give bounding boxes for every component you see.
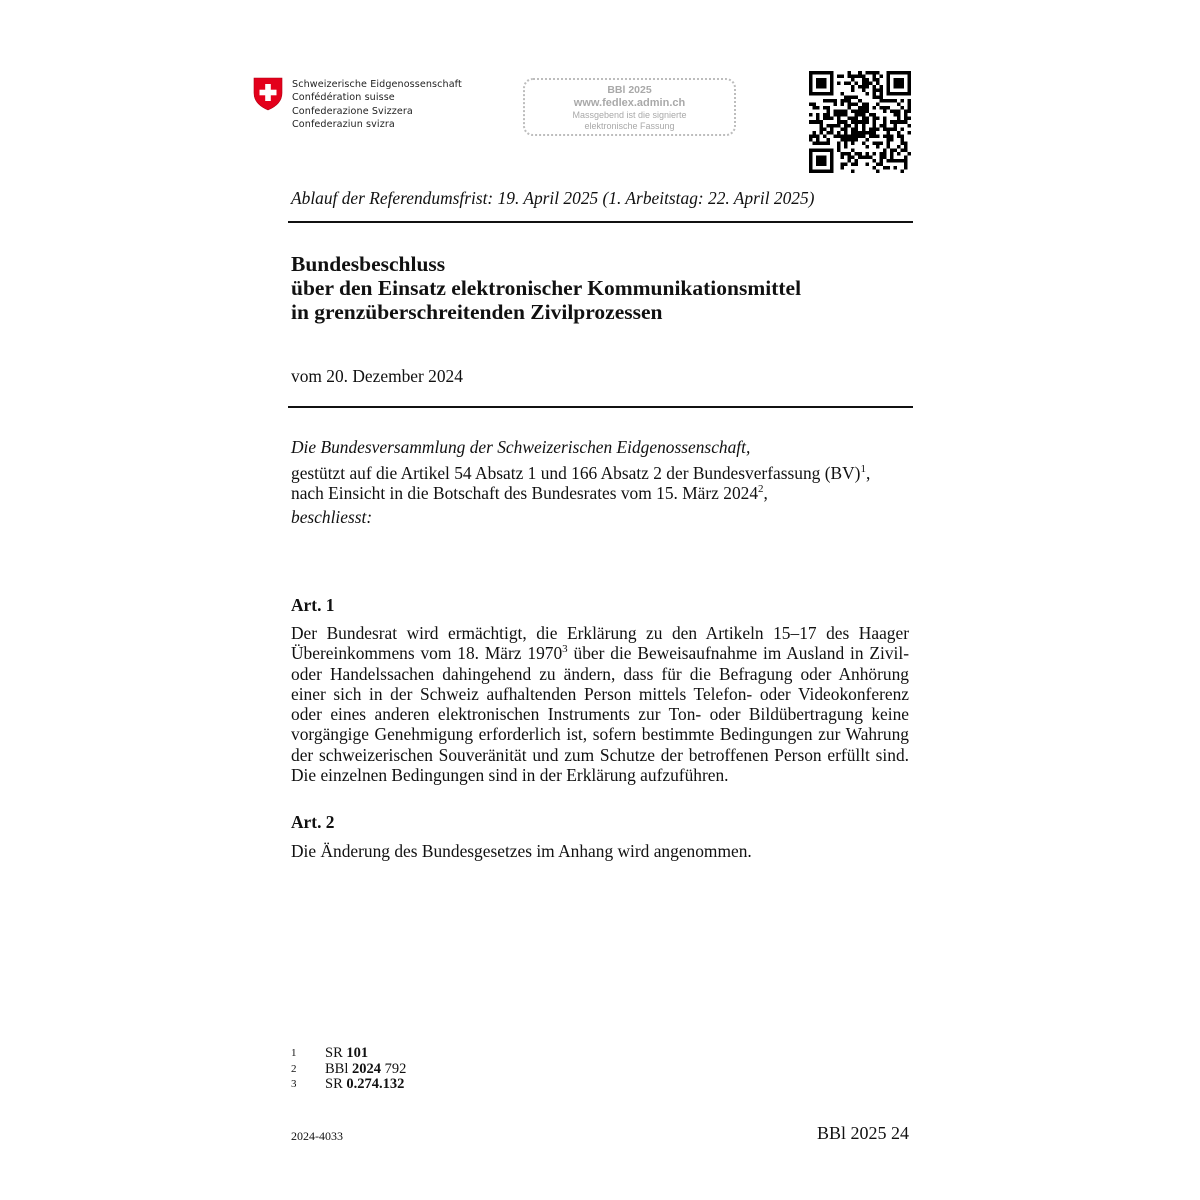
title-divider: [288, 406, 913, 408]
confederation-name-fr: Confédération suisse: [292, 92, 395, 104]
preamble-message-end: ,: [763, 483, 768, 503]
preamble-message-text: nach Einsicht in die Botschaft des Bundesrates vom 15. März 2024: [291, 483, 759, 503]
footnote-1: [291, 1046, 406, 1062]
confederation-name-it: Confederazione Svizzera: [292, 105, 413, 117]
footnote-2: [291, 1062, 406, 1078]
footnote-number: 1: [291, 1047, 297, 1059]
bbl-reference: BBl 2025 24: [816, 1123, 909, 1143]
article-2-text: Die Änderung des Bundesgesetzes im Anhang wird angenommen.: [291, 841, 752, 861]
swiss-coat-of-arms-icon: [253, 77, 283, 111]
preamble-intro: Die Bundesversammlung der Schweizerischen Eidgenossenschaft,: [291, 437, 751, 457]
footnote-3: [291, 1077, 406, 1093]
referendum-deadline: Ablauf der Referendumsfrist: 19. April 2025 (1. Arbeitstag: 22. April 2025): [291, 188, 815, 208]
article-1-text-a: Der Bundesrat wird ermächtigt, die Erklärung zu den Artikeln 15–17 des Haager Übereinkommens vom 18. März 1970: [291, 623, 909, 664]
title-line-1: Bundesbeschluss: [291, 252, 446, 276]
footnote-bold: 2024: [352, 1060, 381, 1077]
qr-code-icon: [809, 71, 911, 173]
footnote-ref-1: 1: [860, 463, 866, 476]
footnote-prefix: SR: [325, 1045, 347, 1061]
footnote-ref-3: 3: [562, 643, 568, 656]
stamp-note-2: elektronische Fassung: [584, 121, 675, 131]
footnote-number: 3: [291, 1078, 297, 1090]
fedlex-stamp: [523, 78, 736, 136]
stamp-bbl: BBl 2025: [607, 84, 652, 96]
confederation-names: [292, 78, 462, 131]
footnote-text: [325, 1062, 406, 1078]
article-1-text: [291, 623, 909, 785]
footnote-prefix: BBl: [325, 1060, 352, 1077]
decree-date: vom 20. Dezember 2024: [291, 366, 463, 386]
title-line-2: über den Einsatz elektronischer Kommunikationsmittel: [291, 276, 802, 300]
document-title: [291, 252, 801, 324]
header-divider: [288, 221, 913, 223]
stamp-url: www.fedlex.admin.ch: [573, 97, 686, 109]
footnote-suffix: 792: [381, 1060, 407, 1077]
footnote-prefix: SR: [325, 1076, 347, 1092]
title-line-3: in grenzüberschreitenden Zivilprozessen: [291, 300, 663, 324]
preamble-basis-end: ,: [865, 463, 871, 483]
preamble-message: [291, 483, 913, 503]
footnote-text: [325, 1077, 404, 1093]
article-1-heading: Art. 1: [291, 595, 335, 615]
preamble-decides: beschliesst:: [291, 507, 373, 527]
stamp-note-1: Massgebend ist die signierte: [572, 110, 687, 120]
preamble-basis: [291, 463, 913, 483]
document-id: 2024-4033: [291, 1129, 343, 1143]
article-1-text-b: über die Beweisaufnahme im Ausland in Zivil- oder Handelssachen dahingehend zu ändern, dass für die Befragung oder Anhörung einer sich in der Schweiz aufhaltenden Person mittels Telefon- oder Videokonferenz oder eines anderen elektronischen Instruments zur Ton- oder Bildübertragung keine vorgängige Genehmigung erforderlich ist, sofern bestimmte Bedingungen zur Wahrung der schweizerischen Souveränität und zum Schutze der betroffenen Person erfüllt sind. Die einzelnen Bedingungen sind in der Erklärung aufzuführen.: [291, 643, 909, 786]
footnote-bold: 101: [346, 1045, 369, 1061]
confederation-name-rm: Confederaziun svizra: [292, 118, 395, 130]
preamble-basis-text: gestützt auf die Artikel 54 Absatz 1 und 166 Absatz 2 der Bundesverfassung (BV): [291, 463, 861, 483]
footnotes: [291, 1046, 406, 1093]
footnote-bold: 0.274.132: [346, 1076, 405, 1092]
footnote-text: [325, 1046, 368, 1062]
confederation-name-de: Schweizerische Eidgenossenschaft: [292, 79, 462, 90]
footnote-number: 2: [291, 1062, 297, 1075]
preamble: [291, 437, 913, 527]
footnote-ref-2: 2: [758, 483, 764, 496]
article-2-heading: Art. 2: [291, 812, 335, 832]
